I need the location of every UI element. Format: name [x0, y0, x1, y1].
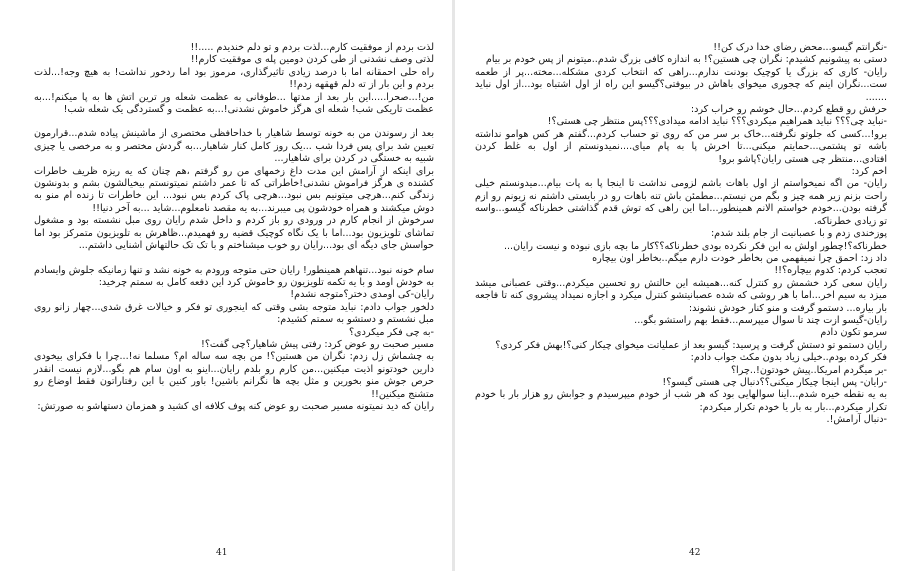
right-page — [455, 0, 907, 571]
right-page-text — [475, 42, 887, 427]
page-number: 42 — [689, 548, 701, 558]
left-page — [0, 0, 452, 571]
page-number: 41 — [216, 548, 228, 558]
paragraph: سام خونه نبود...تنهاهم همینطور! رایان حتی متوجه ورودم به خونه نشد و تنها زمانیکه جلوش وایسادم به خودش اومد و با یه تکمه تلویزیون رو خاموش کرد این دفعه کامل به سمتم چرخید: رایان-کی اومدی دختر؟متوجه نشدم! دلخور جواب دادم: نباید متوجه بشی وقتی که اینجوری تو فکر و خیالات غرق شدی...چهار زانو روی مبل نشستم و دستشو به سمتم کشیدم: -به چی فکر میکردی؟ مسیر صحبت رو عوض کرد: رفتی پیش شاهیار؟چی گفت؟! به چشماش زل زدم: نگران من هستین؟! من بچه سه ساله ام؟ مسلما نه!...چرا با فکرای بیخودی دارین خودتونو اذیت میکنین...من کارم رو بلدم رایان...اینو به اون سام هم بگو...لازم نیست انقدر حرص جوش منو بخورین و مثل بچه ها نگرانم باشین! باور کنین با این رفتاراتون فقط اوضاع رو متشنج میکنین!! رایان که دید نمیتونه مسیر صحبت رو عوض کنه پوف کلافه ای کشید و همزمان دستهاشو به صورتش: — [34, 264, 434, 412]
paragraph: لذت بردم از موفقیت کارم...لذت بردم و تو دلم خندیدم .....!! لذتی وصف نشدنی از طی کردن دومین پله ی موفقیت کارم!! راه حلی احمقانه اما با درصد زیادی تاثیرگذاری، مرموز بود اما ردخور نداشت! به هیچ وجه!...لذت بردم و این بار از ته دلم قهقهه زدم!! من!...صحرا.....این بار بعد از مدتها ...طوفانی به عظمت شعله ور ترین اتش ها به پا میکنم!...به عظمت تاریکی شب! شعله ای هرگز خاموش نشدنی!...به عظمت و گستردگی یک شعله شب! — [34, 42, 434, 116]
paragraph: سرخوش از انجام کارم در ورودی رو باز کردم و داخل شدم رایان روی مبل نشسته بود و مشغول تماشای تلویزیون بود...اما با یک نگاه کوچیک قضیه رو فهمیدم...ظاهرش به تلویزیون متمرکز بود اما حواسش جای دیگه ای بود...رایان رو خوب میشناختم و با تک تک حالتهاش اشنایی داشتم... — [34, 215, 434, 252]
paragraph: -نگرانتم گیسو...محض رضای خدا درک کن!! دستی به پیشونیم کشیدم: نگران چی هستین؟! به اندازه کافی بزرگ شدم..میتونم از پس خودم بر بیام رایان- کاری که بزرگ یا کوچیک بودنت ندارم...راهی که انتخاب کردی مشکله...مخته...پر از طعمه ست...نگران اینم که چجوری میخوای باهاش در بیوفتی؟گیسو این راه از اول اشتباه بود...از اول نباید ....... حرفش رو قطع کردم...حال خوشم رو خراب کرد: -نباید چی؟؟؟ نباید همراهیم میکردی؟؟؟ نباید ادامه میدادی؟؟؟پس منتظر چی هستی؟! برو!...کسی که جلوتو نگرفته...خاک بر سر من که روی تو حساب کردم...گفتم هر کس هوامو نداشته باشه تو پشتمی...حمایتم میکنی...تا اخرش پا به پام میای....نمیدونستم از اول به غلط کردن افتادی...منتظر چی هستی رایان؟پاشو برو! اخم کرد: رایان- من اگه نمیخواستم از اول باهات باشم لزومی نداشت تا اینجا پا به پات بیام...میدونستم خیلی راحت بزنم زیر همه چیز و بگم من نیستم...مطمئن باش تنه باهات رو در بایستی داشتم نه زیونم رو ازم گرفته بودن...خودم خواستم الانم همینطور...اما این راهی که توش قدم گذاشتی خطرناکه گیسو...واسه تو زیادی خطرناکه. پوزخندی زدم و با عصبانیت از جام بلند شدم: خطرناکه؟!چطور اولش به این فکر نکرده بودی خطرناکه؟؟کار ما بچه بازی نبوده و نیست رایان... داد زد: احمق چرا نمیفهمی من بخاطر خودت دارم میگم..بخاطر اون بیچاره تعجب کردم: کدوم بیچاره؟!! رایان سعی کرد خشمش رو کنترل کنه...همیشه این حالتش رو تحسین میکردم...وقتی عصبانی میشد میزد به سیم اخر...اما با هر روشی که شده عصبانیتشو کنترل میکرد و اجازه نمیداد پیشروی کنه تا فاجعه بار بیاره... دستمو گرفت و منو کنار خودش نشوند: رایان-گیسو ازت چند تا سوال میپرسم...فقط بهم راستشو بگو... سرمو تکون دادم رایان دستمو تو دستش گرفت و پرسید: گیسو بعد از عملیاتت میخوای چیکار کنی؟!بهش فکر کردی؟ فکر کرده بودم..خیلی زیاد بدون مکث جواب دادم: -بر میگردم امریکا..پیش خودتون!..چرا؟ -رایان- پس اینجا چیکار میکنی؟؟دنبال چی هستی گیسو؟! به یه نقطه خیره شدم...اینا سوالهایی بود که هر شب از خودم میپرسیدم و جوابش رو هزار بار با خودم تکرار میکردم...بار به بار یا خودم تکرار میکردم: -دنبال آرامش!. — [475, 42, 887, 426]
paragraph: بعد از رسوندن من به خونه توسط شاهیار با خداحافظی مختصری از ماشینش پیاده شدم...قرارمون تعیین شد برای پس فردا شب ...یک روز کامل کنار شاهیار...به گردش مختصر و به مرخصی یا چیزی شبیه به خستگی در کردن برای شاهیار... برای اینکه از آرامش این مدت داغ زخمهای من رو گرفتم ،هم چنان که یه ریزه ظریف خاطرات کشنده ی هرگز فراموش نشدنی!خاطراتی که تا عمر داشتم نمیتونستم بیخیالشون بشم و بدونشون زندگی کنم...هرچی میتونیم بس نبود...هرچی پاک کردم بس نبود... این خاطرات تا زنده ام منو به دوش میکشند و همراه خودشون پی میبرند...به یه مقصد نامعلوم...شاید ...به آخر دنیا!! — [34, 128, 434, 214]
left-page-text — [34, 42, 434, 413]
